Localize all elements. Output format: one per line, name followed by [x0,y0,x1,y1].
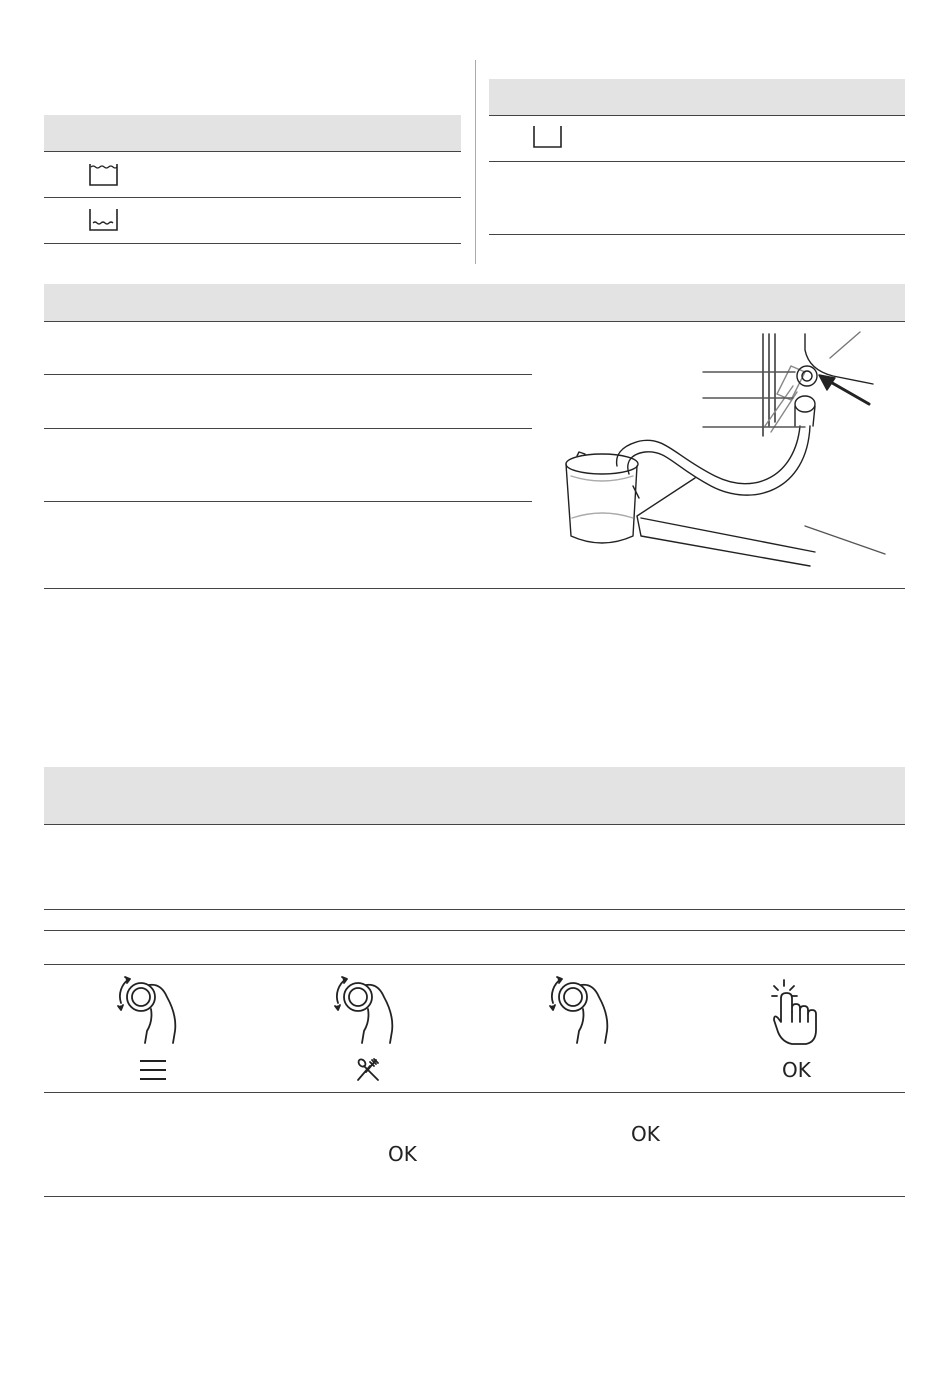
bottom-table-rule [44,909,905,910]
rotary-knob-hand-icon [547,975,615,1045]
ok-button-glyph: OK [388,1142,417,1166]
rotary-knob-hand-icon [115,975,183,1045]
finger-press-icon [770,978,826,1046]
fork-spoon-icon [356,1058,380,1082]
top-right-table-rule [489,115,905,116]
water-tank-low-icon [88,207,120,233]
bottom-table-rule [44,1196,905,1197]
drain-hose-illustration [555,326,885,576]
middle-table-row-rule [44,428,532,429]
top-right-table-rule [489,161,905,162]
menu-icon [139,1058,167,1082]
ok-button-glyph: OK [631,1122,660,1146]
middle-table-row-rule [44,374,532,375]
middle-table-rule [44,588,905,589]
bottom-table-rule [44,930,905,931]
ok-label: OK [782,1058,811,1082]
rotary-knob-hand-icon [332,975,400,1045]
bottom-table-header [44,767,905,824]
top-right-table-rule [489,234,905,235]
water-tank-empty-icon [532,124,564,150]
bottom-table-rule [44,1092,905,1093]
bottom-table-rule [44,964,905,965]
bottom-table-rule [44,824,905,825]
top-left-table-rule [44,197,461,198]
top-right-table-header [489,79,905,115]
water-tank-full-icon [88,162,120,188]
top-left-table-rule [44,151,461,152]
column-divider [475,60,476,264]
top-left-table-header [44,115,461,151]
middle-table-rule [44,321,905,322]
top-left-table-rule [44,243,461,244]
middle-table-row-rule [44,501,532,502]
middle-table-header [44,284,905,321]
